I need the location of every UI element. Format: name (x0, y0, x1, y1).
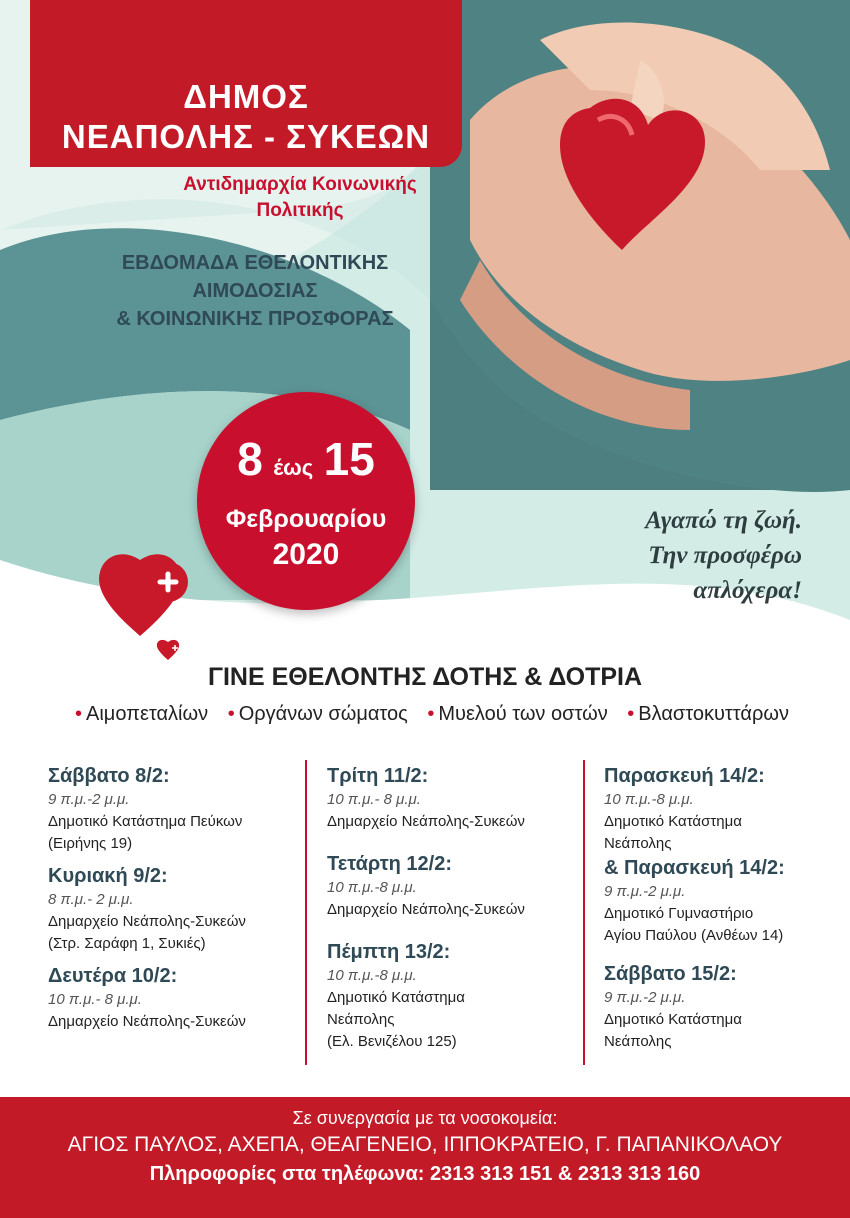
schedule-place: Δημοτικό Κατάστημα Νεάπολης (604, 1011, 742, 1050)
schedule-time: 10 π.μ.-8 μ.μ. (327, 967, 417, 984)
slogan-line3: απλόχερα! (693, 577, 802, 604)
schedule-place: Δημαρχείο Νεάπολης-Συκεών (Στρ. Σαράφη 1, Συκιές) (48, 913, 246, 952)
donation-type: Μυελού των οστών (438, 703, 608, 725)
footer-partners-label: Σε συνεργασία με τα νοσοκομεία: (292, 1108, 558, 1128)
schedule-day: Τετάρτη 12/2: (327, 853, 452, 875)
schedule-time: 9 π.μ.-2 μ.μ. (604, 989, 686, 1006)
schedule-place: Δημοτικό Κατάστημα Πεύκων (Ειρήνης 19) (48, 813, 243, 852)
schedule-time: 8 π.μ.- 2 μ.μ. (48, 891, 134, 908)
schedule-day: Σάββατο 15/2: (604, 963, 737, 985)
schedule-time: 9 π.μ.-2 μ.μ. (48, 791, 130, 808)
schedule-time: 10 π.μ.- 8 μ.μ. (327, 791, 421, 808)
schedule-day: Δευτέρα 10/2: (48, 965, 178, 987)
schedule-day: Σάββατο 8/2: (48, 765, 170, 787)
donation-type: Βλαστοκυττάρων (638, 703, 789, 725)
header-title-line1: ΔΗΜΟΣ (183, 78, 309, 115)
schedule-place: Δημοτικό Κατάστημα Νεάπολης (604, 813, 742, 852)
schedule-column-3 (604, 765, 834, 1053)
schedule-place: Δημαρχείο Νεάπολης-Συκεών (327, 813, 525, 830)
week-title-line3: & ΚΟΙΝΩΝΙΚΗΣ ΠΡΟΣΦΟΡΑΣ (116, 308, 394, 330)
donation-types (0, 703, 850, 726)
schedule-time: 9 π.μ.-2 μ.μ. (604, 883, 686, 900)
column-divider (583, 760, 585, 1065)
schedule-place: Δημαρχείο Νεάπολης-Συκεών (48, 1013, 246, 1030)
bullet-icon: • (227, 703, 235, 725)
schedule-day: & Παρασκευή 14/2: (604, 857, 785, 879)
schedule-time: 10 π.μ.-8 μ.μ. (327, 879, 417, 896)
schedule-place: Δημοτικό Γυμναστήριο Αγίου Παύλου (Ανθέων 14) (604, 905, 784, 944)
become-donor-heading: ΓΙΝΕ ΕΘΕΛΟΝΤΗΣ ΔΟΤΗΣ & ΔΟΤΡΙΑ (207, 663, 643, 691)
schedule-time: 10 π.μ.-8 μ.μ. (604, 791, 694, 808)
schedule-day: Παρασκευή 14/2: (604, 765, 765, 787)
header-title-line2: ΝΕΑΠΟΛΗΣ - ΣΥΚΕΩΝ (61, 118, 431, 155)
date-to: 15 (323, 433, 375, 485)
donation-type: Αιμοπεταλίων (86, 703, 209, 725)
schedule-day: Τρίτη 11/2: (327, 765, 429, 787)
schedule-day: Κυριακή 9/2: (48, 865, 168, 887)
bullet-icon: • (627, 703, 635, 725)
date-month: Φεβρουαρίου (225, 505, 387, 533)
slogan-line1: Αγαπώ τη ζωή. (645, 507, 802, 534)
week-title-line1: ΕΒΔΟΜΑΔΑ ΕΘΕΛΟΝΤΙΚΗΣ (121, 252, 389, 274)
footer-banner (0, 1097, 850, 1218)
department-line1: Αντιδημαρχία Κοινωνικής (183, 174, 417, 195)
footer-hospitals: ΑΓΙΟΣ ΠΑΥΛΟΣ, ΑΧΕΠΑ, ΘΕΑΓΕΝΕΙΟ, ΙΠΠΟΚΡΑΤΕΙΟ, Γ. ΠΑΠΑΝΙΚΟΛΑΟΥ (67, 1133, 783, 1156)
donation-type: Οργάνων σώματος (238, 703, 408, 725)
week-title-line2: ΑΙΜΟΔΟΣΙΑΣ (192, 280, 318, 302)
column-divider (305, 760, 307, 1065)
schedule-time: 10 π.μ.- 8 μ.μ. (48, 991, 142, 1008)
department-line2: Πολιτικής (256, 200, 344, 221)
date-badge (197, 392, 415, 610)
date-from: 8 (237, 433, 263, 485)
date-sep: έως (273, 455, 314, 480)
schedule-column-2 (327, 765, 592, 1053)
schedule-day: Πέμπτη 13/2: (327, 941, 451, 963)
schedule-place: Δημαρχείο Νεάπολης-Συκεών (327, 901, 525, 918)
date-year: 2020 (272, 538, 340, 571)
hands-heart-photo (430, 0, 850, 492)
footer-phones: Πληροφορίες στα τηλέφωνα: 2313 313 151 & 2313 313 160 (149, 1163, 701, 1185)
bullet-icon: • (75, 703, 83, 725)
schedule-column-1 (48, 765, 313, 1033)
schedule-place: Δημοτικό Κατάστημα Νεάπολης (Ελ. Βενιζέλου 125) (327, 989, 465, 1050)
municipality-header (30, 0, 462, 167)
bullet-icon: • (427, 703, 435, 725)
slogan-line2: Την προσφέρω (648, 542, 802, 569)
